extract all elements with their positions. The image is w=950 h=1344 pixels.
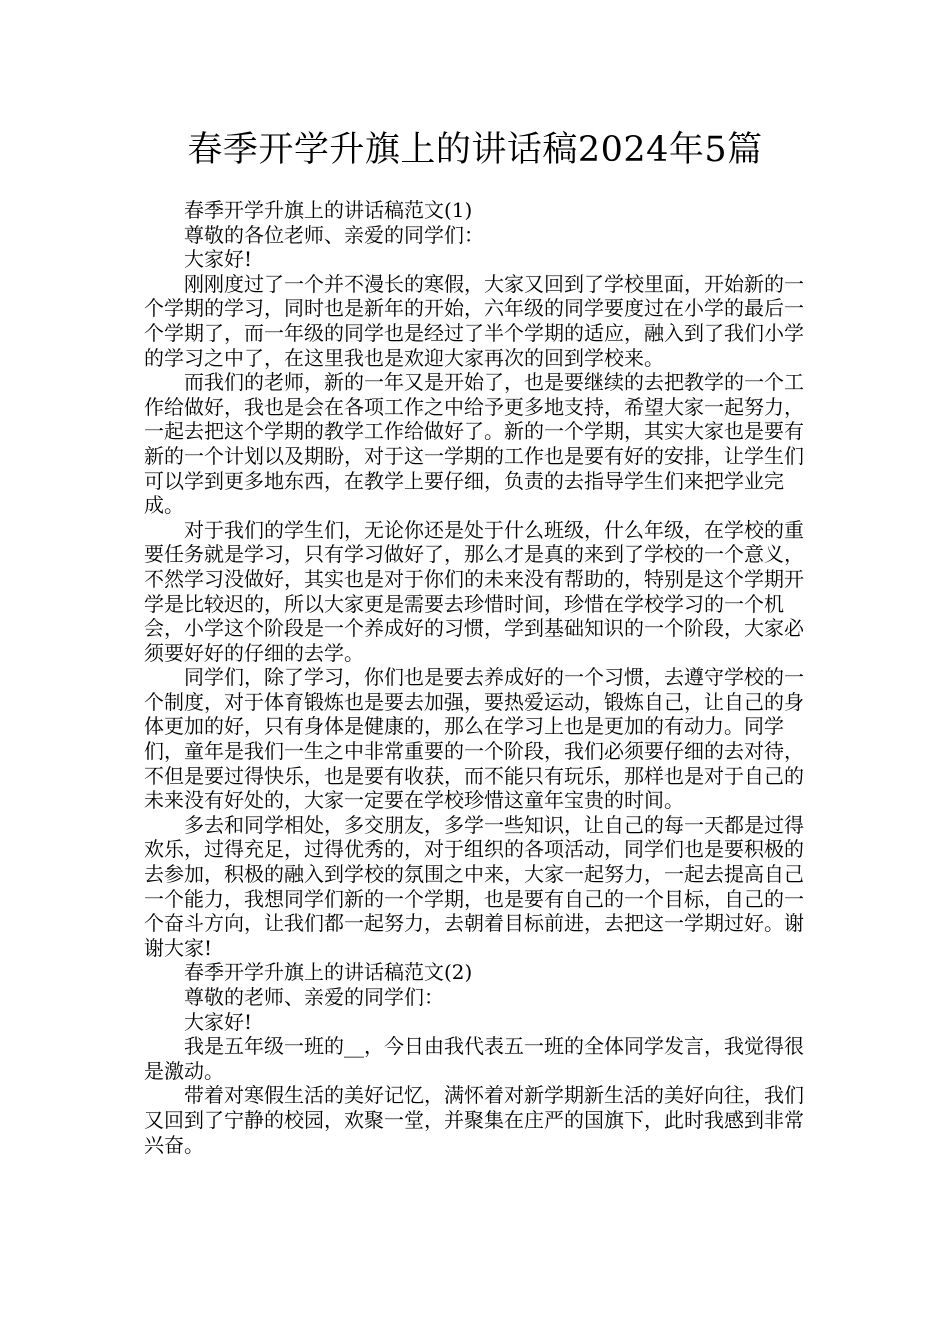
body-paragraph: 多去和同学相处，多交朋友，多学一些知识，让自己的每一天都是过得欢乐，过得充足，过得优秀的，对于组织的各项活动，同学们也是要积极的去参加，积极的融入到学校的氛围之中来，大家一起努力，一起去提高自己一个能力，我想同学们新的一个学期，也是要有自己的一个目标，自己的一个奋斗方向，让我们都一起努力，去朝着目标前进，去把这一学期过好。谢谢大家! (144, 812, 804, 960)
body-paragraph: 我是五年级一班的__，今日由我代表五一班的全体同学发言，我觉得很是激动。 (144, 1034, 804, 1083)
greeting: 大家好! (184, 1009, 253, 1034)
salutation: 尊敬的老师、亲爱的同学们： (184, 985, 444, 1009)
greeting: 大家好! (184, 247, 253, 272)
section-heading-1: 春季开学升旗上的讲话稿范文(1) (184, 198, 473, 222)
body-paragraph: 同学们，除了学习，你们也是要去养成好的一个习惯，去遵守学校的一个制度，对于体育锻炼也是要去加强，要热爱运动，锻炼自己，让自己的身体更加的好，只有身体是健康的，那么在学习上也是更加的有动力。同学们，童年是我们一生之中非常重要的一个阶段，我们必须要仔细的去对待，不但是要过得快乐，也是要有收获，而不能只有玩乐，那样也是对于自己的未来没有好处的，大家一定要在学校珍惜这童年宝贵的时间。 (144, 665, 804, 813)
body-paragraph: 刚刚度过了一个并不漫长的寒假，大家又回到了学校里面，开始新的一个学期的学习，同时也是新年的开始，六年级的同学要度过在小学的最后一个学期了，而一年级的同学也是经过了半个学期的适应，融入到了我们小学的学习之中了，在这里我也是欢迎大家再次的回到学校来。 (144, 271, 804, 370)
section-heading-2: 春季开学升旗上的讲话稿范文(2) (184, 960, 473, 985)
body-paragraph: 而我们的老师，新的一年又是开始了，也是要继续的去把教学的一个工作给做好，我也是会在各项工作之中给予更多地支持，希望大家一起努力，一起去把这个学期的教学工作给做好了。新的一个学期，其实大家也是要有新的一个计划以及期盼，对于这一学期的工作也是要有好的安排，让学生们可以学到更多地东西，在教学上要仔细，负责的去指导学生们来把学业完成。 (144, 370, 804, 518)
document-body (144, 198, 809, 1157)
body-paragraph: 对于我们的学生们，无论你还是处于什么班级，什么年级，在学校的重要任务就是学习，只有学习做好了，那么才是真的来到了学校的一个意义，不然学习没做好，其实也是对于你们的未来没有帮助的，特别是这个学期开学是比较迟的，所以大家更是需要去珍惜时间，珍惜在学校学习的一个机会，小学这个阶段是一个养成好的习惯，学到基础知识的一个阶段，大家必须要好好的仔细的去学。 (144, 517, 804, 665)
document-title: 春季开学升旗上的讲话稿2024年5篇 (187, 130, 763, 170)
body-paragraph: 带着对寒假生活的美好记忆，满怀着对新学期新生活的美好向往，我们又回到了宁静的校园，欢聚一堂，并聚集在庄严的国旗下，此时我感到非常兴奋。 (144, 1083, 804, 1157)
salutation: 尊敬的各位老师、亲爱的同学们： (184, 222, 484, 247)
